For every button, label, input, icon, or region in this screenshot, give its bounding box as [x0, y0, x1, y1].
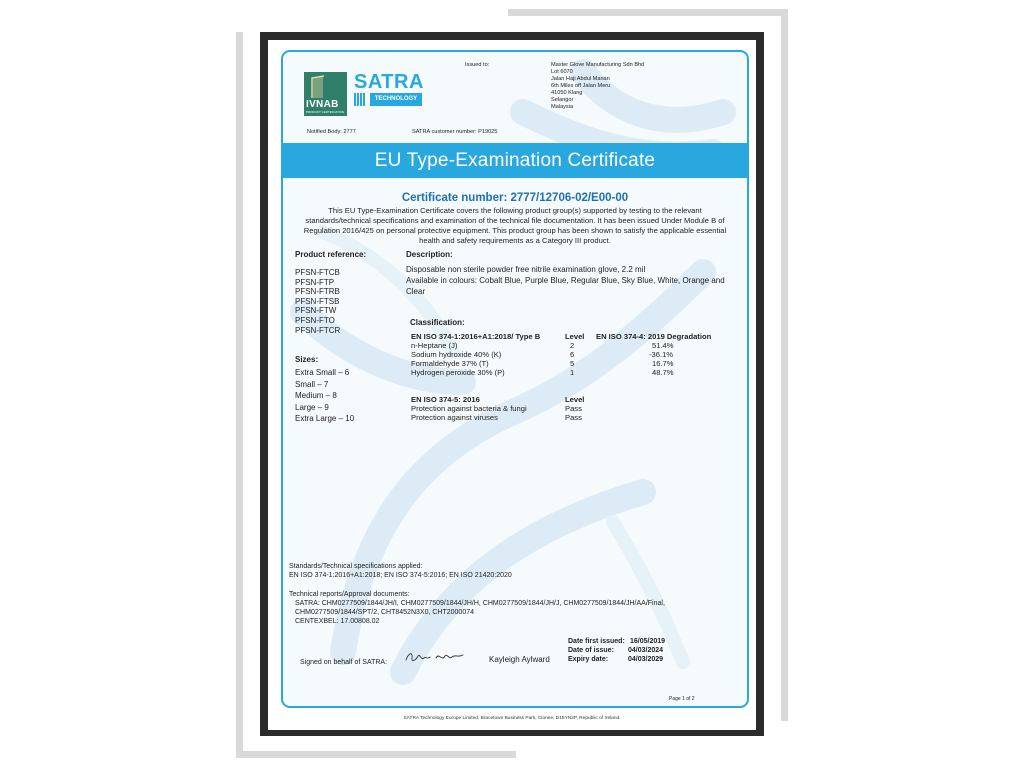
- description-line-2: Available in colours: Cobalt Blue, Purple Blue, Regular Blue, Sky Blue, White, Orange and Clear: [406, 276, 725, 296]
- standards-label: Standards/Technical specifications applied:: [289, 563, 423, 570]
- handwritten-signature: [403, 648, 469, 666]
- table1-header-level: Level: [565, 332, 585, 341]
- date-first-issued-value: 16/05/2019: [630, 638, 666, 645]
- list-item: PFSN-FTCR: [295, 325, 341, 335]
- table2-header-level: Level: [565, 395, 585, 404]
- ivnab-logo-subtext: PRODUCT CERTIFICATION: [306, 110, 345, 114]
- satra-stripes-icon: [354, 93, 368, 106]
- table-row-level: 2: [570, 341, 575, 350]
- address-line: 41050 Klang: [551, 90, 583, 96]
- list-item: Extra Small – 6: [295, 368, 350, 377]
- signer-name: Kayleigh Aylward: [489, 655, 550, 664]
- reports-label: Technical reports/Approval documents:: [289, 591, 410, 598]
- issued-to-address: [551, 62, 644, 111]
- address-line: Malaysia: [551, 104, 574, 110]
- date-first-issued-label: Date first issued:: [568, 638, 625, 645]
- notified-body: Notified Body: 2777: [307, 129, 356, 135]
- list-item: Small – 7: [295, 379, 329, 389]
- customer-number: SATRA customer number: P19025: [412, 129, 498, 135]
- table-row-degradation: 16.7%: [652, 359, 674, 368]
- address-line: Maxter Glove Manufacturing Sdn Bhd: [551, 62, 645, 68]
- standards-text: EN ISO 374-1:2016+A1:2018; EN ISO 374-5:2016; EN ISO 21420:2020: [289, 572, 512, 579]
- list-item: PFSN-FTCB: [295, 268, 340, 277]
- list-item: PFSN-FTW: [295, 306, 337, 316]
- product-reference-list: [295, 268, 340, 335]
- decor-line-bottom: [236, 751, 516, 758]
- address-line: 6th Miles off Jalan Meru: [551, 83, 611, 89]
- table1-header-standard: EN ISO 374-1:2016+A1:2018/ Type B: [411, 332, 541, 341]
- description-label: Description:: [406, 250, 453, 259]
- address-line: Lot 6070: [551, 69, 573, 75]
- address-line: Selangor: [551, 97, 574, 103]
- certificate-border: [281, 50, 749, 708]
- certificate-page: [268, 40, 756, 730]
- issued-to-label: Issued to:: [465, 62, 490, 68]
- decor-line-top: [508, 9, 788, 16]
- list-item: Extra Large – 10: [295, 414, 355, 423]
- table-row-protection: Protection against bacteria & fungi: [411, 404, 527, 413]
- reports-line-2: CHM0277509/1844/SPT/2, CHT8452N3X0, CHT2000074: [295, 609, 474, 616]
- table-row-degradation: 51.4%: [652, 341, 674, 350]
- table-row-result: Pass: [565, 413, 582, 422]
- table-row-degradation: 48.7%: [652, 368, 674, 377]
- ivnab-harp-icon: [304, 72, 347, 102]
- expiry-date-label: Expiry date:: [568, 656, 609, 663]
- ivnab-logo: [304, 72, 347, 116]
- table-row-protection: Protection against viruses: [411, 413, 498, 422]
- date-of-issue-label: Date of issue:: [568, 647, 614, 654]
- sizes-label: Sizes:: [295, 355, 319, 364]
- page-number: Page 1 of 2: [669, 696, 695, 702]
- description-line-1: Disposable non sterile powder free nitrile examination glove, 2.2 mil: [406, 265, 646, 274]
- reports-line-1: SATRA: CHM0277509/1844/JH/I, CHM0277509/1844/JH/H, CHM0277509/1844/JH/J, CHM0277509/1844/JH/AA/Final,: [295, 600, 665, 607]
- list-item: PFSN-FTP: [295, 277, 335, 287]
- address-line: Jalan Haji Abdul Manan: [551, 76, 610, 82]
- signed-on-behalf-label: Signed on behalf of SATRA:: [300, 659, 388, 666]
- table-row-chemical: Sodium hydroxide 40% (K): [411, 350, 502, 359]
- product-reference-label: Product reference:: [295, 250, 367, 259]
- table-row-chemical: Formaldehyde 37% (T): [411, 359, 489, 368]
- reports-line-3: CENTEXBEL: 17.00808.02: [295, 618, 380, 625]
- list-item: PFSN-FTSB: [295, 296, 340, 306]
- table-row-result: Pass: [565, 404, 582, 413]
- decor-line-left: [236, 32, 243, 758]
- list-item: Medium – 8: [295, 391, 337, 400]
- satra-logo: [352, 73, 422, 109]
- certificate-number: Certificate number: 2777/12706-02/E00-00: [401, 192, 629, 204]
- ivnab-logo-text: IVNAB: [306, 99, 339, 110]
- table-row-chemical: n-Heptane (J): [411, 341, 458, 350]
- decor-line-right: [781, 9, 788, 721]
- list-item: PFSN-FTRB: [295, 287, 340, 297]
- certificate-title: EU Type-Examination Certificate: [283, 143, 747, 178]
- expiry-date-value: 04/03/2029: [628, 656, 664, 663]
- table1-header-degradation: EN ISO 374-4: 2019 Degradation: [596, 332, 712, 341]
- footer-address: SATRA Technology Europe Limited. Bracetown Business Park, Clonee, D15YN2P, Republic of Ireland.: [403, 716, 621, 721]
- list-item: Large – 9: [295, 402, 329, 412]
- satra-logo-text: SATRA: [354, 71, 424, 93]
- table-row-level: 5: [570, 359, 575, 368]
- table2-header-standard: EN ISO 374-5: 2016: [411, 395, 480, 404]
- intro-paragraph: This EU Type-Examination Certificate covers the following product group(s) supported by testing to the relevant standards/technical specifications and examination of the technical file documentation. It has been issued Under Module B of Regulation 2016/425 on personal protective equipment. This product group has been shown to satisfy the applicable essential health and safety requirements as a Category III product.: [303, 206, 727, 245]
- table-row-level: 1: [570, 368, 575, 377]
- list-item: PFSN-FTO: [295, 315, 335, 325]
- sizes-list: [295, 367, 354, 425]
- table-row-level: 6: [570, 350, 575, 359]
- table-row-degradation: -36.1%: [649, 350, 674, 359]
- satra-logo-subtext: TECHNOLOGY: [370, 93, 422, 106]
- table-row-chemical: Hydrogen peroxide 30% (P): [411, 368, 505, 377]
- classification-label: Classification:: [410, 318, 465, 327]
- date-of-issue-value: 04/03/2024: [628, 647, 664, 654]
